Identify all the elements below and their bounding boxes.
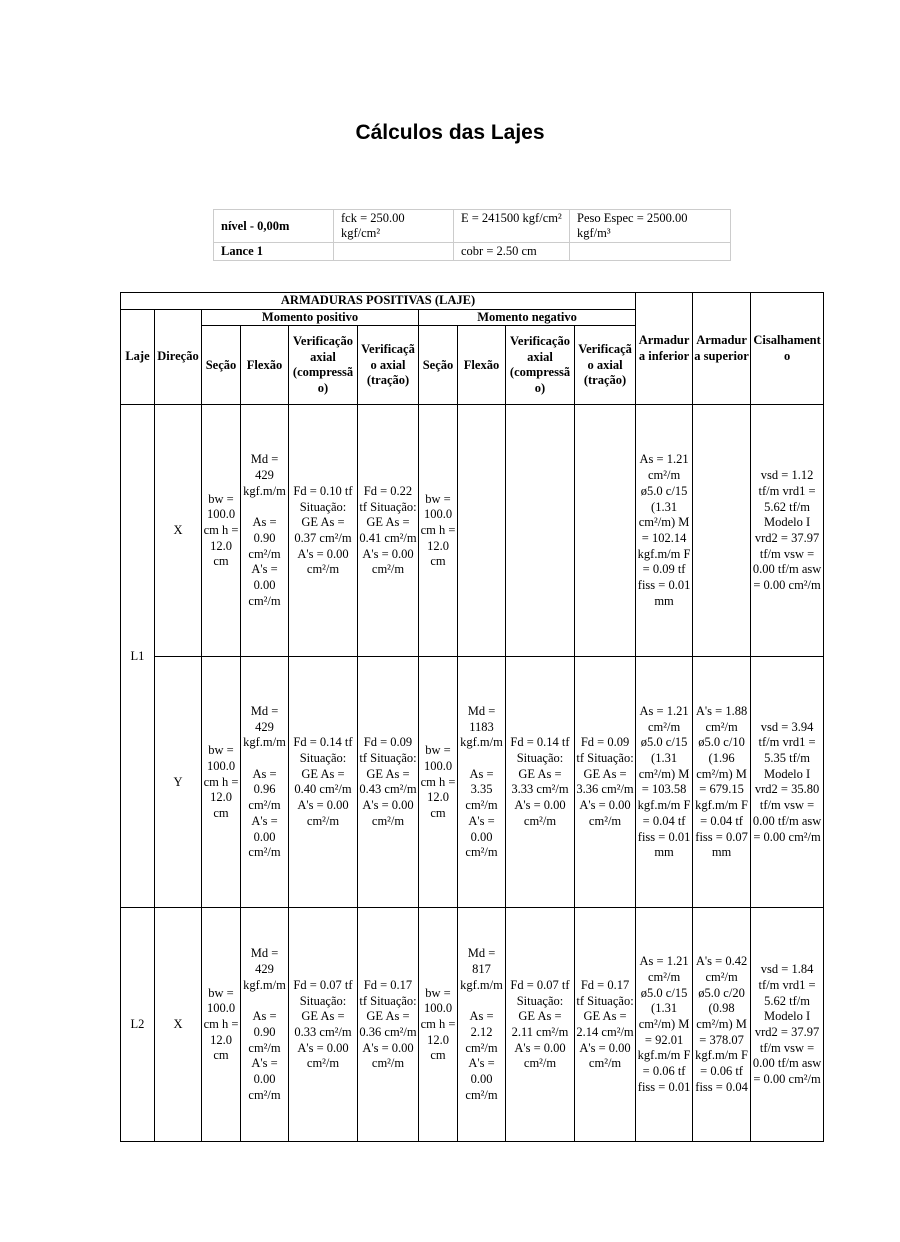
secao-cell: bw = 100.0 cm h = 12.0 cm	[202, 405, 241, 657]
nivel-label: nível - 0,00m	[214, 210, 334, 243]
flexao-neg-cell	[458, 405, 506, 657]
compressao-cell: Fd = 0.14 tf Situação: GE As = 0.40 cm²/m A's = 0.00 cm²/m	[289, 657, 358, 908]
compressao-neg-cell: Fd = 0.07 tf Situação: GE As = 2.11 cm²/m A's = 0.00 cm²/m	[506, 908, 575, 1142]
flexao-neg-cell	[458, 908, 506, 1142]
armadura-superior-cell: A's = 1.88 cm²/m ø5.0 c/10 (1.96 cm²/m) M = 679.15 kgf.m/m F = 0.04 tf fiss = 0.07 mm	[693, 657, 751, 908]
cobrimento-value: cobr = 2.50 cm	[454, 243, 570, 261]
header-flexao-neg: Flexão	[458, 326, 506, 405]
tracao-cell: Fd = 0.09 tf Situação: GE As = 0.43 cm²/m A's = 0.00 cm²/m	[358, 657, 419, 908]
laje-cell: L1	[121, 405, 155, 908]
header-secao: Seção	[202, 326, 241, 405]
armadura-inferior-cell: As = 1.21 cm²/m ø5.0 c/15 (1.31 cm²/m) M = 102.14 kgf.m/m F = 0.09 tf fiss = 0.01 mm	[636, 405, 693, 657]
flexao-neg-md: Md = 1183 kgf.m/m	[460, 703, 503, 750]
flexao-cell	[241, 908, 289, 1142]
flexao-neg-as: As = 2.12 cm²/m A's = 0.00 cm²/m	[465, 1009, 498, 1102]
header-verificacao-compressao-neg: Verificação axial (compressão)	[506, 326, 575, 405]
cisalhamento-cell: vsd = 3.94 tf/m vrd1 = 5.35 tf/m Modelo I vrd2 = 35.80 tf/m vsw = 0.00 tf/m asw = 0.00 cm²/m	[751, 657, 824, 908]
flexao-md: Md = 429 kgf.m/m	[243, 703, 286, 750]
flexao-neg-cell	[458, 657, 506, 908]
info-row	[214, 243, 731, 261]
header-direcao: Direção	[155, 309, 202, 405]
armaduras-table	[120, 292, 824, 1142]
header-verificacao-tracao-neg: Verificação axial (tração)	[575, 326, 636, 405]
flexao-neg-as: As = 3.35 cm²/m A's = 0.00 cm²/m	[465, 766, 498, 860]
compressao-neg-cell: Fd = 0.14 tf Situação: GE As = 3.33 cm²/m A's = 0.00 cm²/m	[506, 657, 575, 908]
table-row	[121, 657, 824, 908]
table-title: ARMADURAS POSITIVAS (LAJE)	[121, 293, 636, 310]
flexao-cell	[241, 405, 289, 657]
lance-label: Lance 1	[214, 243, 334, 261]
fck-value: fck = 250.00 kgf/cm²	[334, 210, 454, 243]
header-flexao: Flexão	[241, 326, 289, 405]
tracao-neg-cell: Fd = 0.17 tf Situação: GE As = 2.14 cm²/m A's = 0.00 cm²/m	[575, 908, 636, 1142]
armadura-inferior-cell: As = 1.21 cm²/m ø5.0 c/15 (1.31 cm²/m) M = 92.01 kgf.m/m F = 0.06 tf fiss = 0.01	[636, 908, 693, 1142]
secao-cell: bw = 100.0 cm h = 12.0 cm	[202, 908, 241, 1142]
flexao-neg-md: Md = 817 kgf.m/m	[460, 946, 503, 992]
direcao-cell: X	[155, 405, 202, 657]
header-secao-neg: Seção	[419, 326, 458, 405]
header-verificacao-tracao: Verificação axial (tração)	[358, 326, 419, 405]
armadura-superior-cell: A's = 0.42 cm²/m ø5.0 c/20 (0.98 cm²/m) M = 378.07 kgf.m/m F = 0.06 tf fiss = 0.04	[693, 908, 751, 1142]
flexao-cell	[241, 657, 289, 908]
direcao-cell: Y	[155, 657, 202, 908]
info-table	[213, 209, 731, 261]
empty-cell	[570, 243, 731, 261]
secao-neg-cell: bw = 100.0 cm h = 12.0 cm	[419, 405, 458, 657]
table-row	[121, 405, 824, 657]
compressao-neg-cell	[506, 405, 575, 657]
tracao-neg-cell: Fd = 0.09 tf Situação: GE As = 3.36 cm²/m A's = 0.00 cm²/m	[575, 657, 636, 908]
secao-neg-cell: bw = 100.0 cm h = 12.0 cm	[419, 908, 458, 1142]
flexao-as: As = 0.90 cm²/m A's = 0.00 cm²/m	[248, 515, 281, 608]
armadura-inferior-cell: As = 1.21 cm²/m ø5.0 c/15 (1.31 cm²/m) M = 103.58 kgf.m/m F = 0.04 tf fiss = 0.01 mm	[636, 657, 693, 908]
header-armadura-inferior: Armadura inferior	[636, 293, 693, 405]
peso-especifico-value: Peso Espec = 2500.00 kgf/m³	[570, 210, 731, 243]
tracao-neg-cell	[575, 405, 636, 657]
secao-cell: bw = 100.0 cm h = 12.0 cm	[202, 657, 241, 908]
flexao-md: Md = 429 kgf.m/m	[243, 452, 286, 498]
compressao-cell: Fd = 0.10 tf Situação: GE As = 0.37 cm²/m A's = 0.00 cm²/m	[289, 405, 358, 657]
cisalhamento-cell: vsd = 1.12 tf/m vrd1 = 5.62 tf/m Modelo I vrd2 = 37.97 tf/m vsw = 0.00 tf/m asw = 0.00 cm²/m	[751, 405, 824, 657]
header-laje: Laje	[121, 309, 155, 405]
compressao-cell: Fd = 0.07 tf Situação: GE As = 0.33 cm²/m A's = 0.00 cm²/m	[289, 908, 358, 1142]
flexao-as: As = 0.90 cm²/m A's = 0.00 cm²/m	[248, 1009, 281, 1102]
flexao-md: Md = 429 kgf.m/m	[243, 946, 286, 992]
tracao-cell: Fd = 0.17 tf Situação: GE As = 0.36 cm²/m A's = 0.00 cm²/m	[358, 908, 419, 1142]
modulo-e-value: E = 241500 kgf/cm²	[454, 210, 570, 243]
header-armadura-superior: Armadura superior	[693, 293, 751, 405]
header-momento-negativo: Momento negativo	[419, 309, 636, 326]
flexao-as: As = 0.96 cm²/m A's = 0.00 cm²/m	[248, 766, 281, 860]
laje-cell: L2	[121, 908, 155, 1142]
secao-neg-cell: bw = 100.0 cm h = 12.0 cm	[419, 657, 458, 908]
armadura-superior-cell	[693, 405, 751, 657]
header-cisalhamento: Cisalhamento	[751, 293, 824, 405]
info-row	[214, 210, 731, 243]
header-momento-positivo: Momento positivo	[202, 309, 419, 326]
header-verificacao-compressao: Verificação axial (compressão)	[289, 326, 358, 405]
direcao-cell: X	[155, 908, 202, 1142]
empty-cell	[334, 243, 454, 261]
cisalhamento-cell: vsd = 1.84 tf/m vrd1 = 5.62 tf/m Modelo I vrd2 = 37.97 tf/m vsw = 0.00 tf/m asw = 0.00 cm²/m	[751, 908, 824, 1142]
tracao-cell: Fd = 0.22 tf Situação: GE As = 0.41 cm²/m A's = 0.00 cm²/m	[358, 405, 419, 657]
page-title: Cálculos das Lajes	[355, 121, 545, 144]
table-row	[121, 908, 824, 1142]
